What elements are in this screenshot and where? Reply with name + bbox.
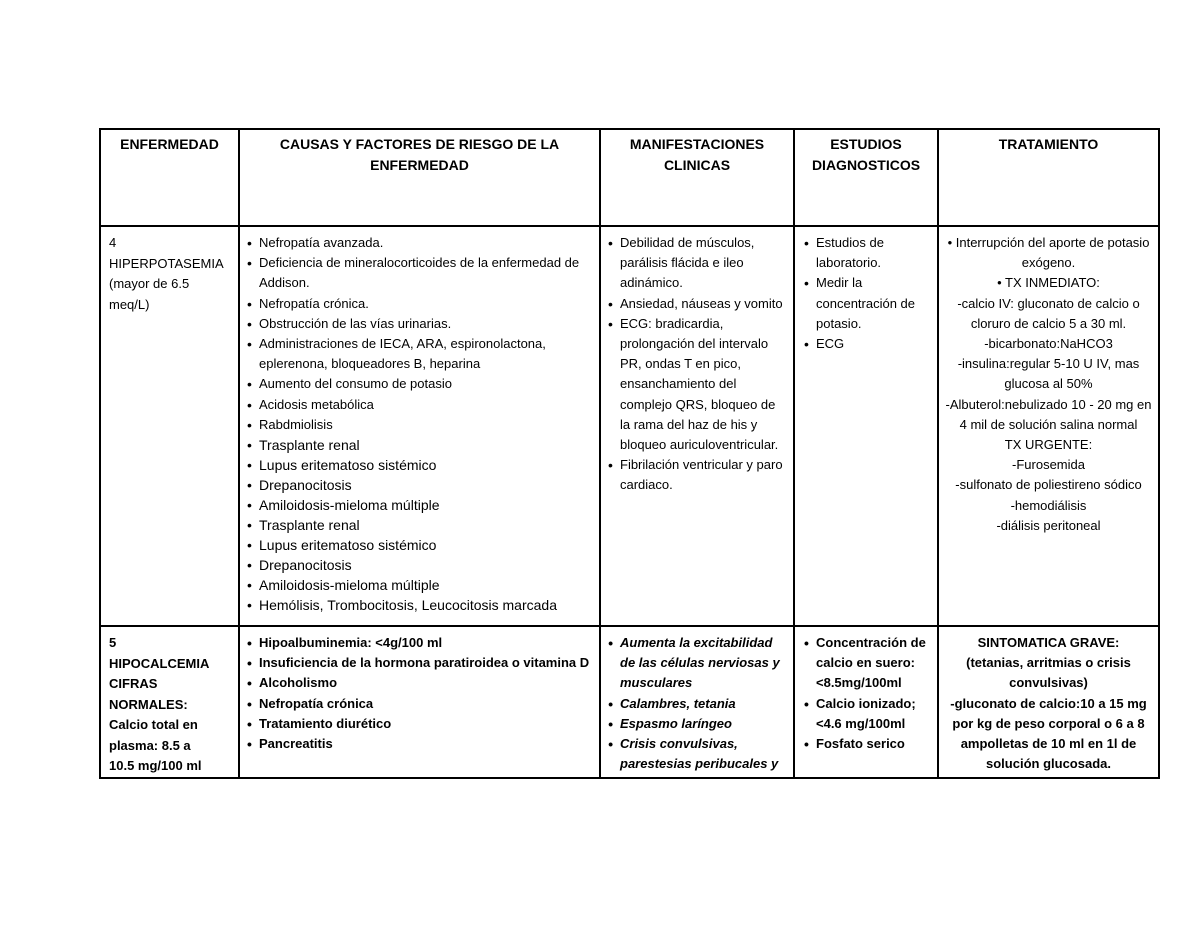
list-item: • Pancreatitis (246, 734, 595, 754)
treatment-text: SINTOMATICA GRAVE: (tetanias, arritmias o crisis convulsivas) -gluconato de calcio:10 a 15 mg por kg de peso corporal o 6 a 8 ampolletas de 10 ml en 1l de solución glucosada. (950, 635, 1147, 772)
disease-cell (100, 226, 239, 626)
list-item: • Trasplante renal (246, 435, 595, 455)
list-item: • Amiloidosis-mieloma múltiple (246, 495, 595, 515)
list-item: • Drepanocitosis (246, 555, 595, 575)
list-item: • Obstrucción de las vías urinarias. (246, 314, 595, 334)
list-item: • Fosfato serico (803, 734, 933, 754)
list-item: • Amiloidosis-mieloma múltiple (246, 575, 595, 595)
list-item: • ECG (803, 334, 933, 354)
list-item: • Lupus eritematoso sistémico (246, 455, 595, 475)
disease-name: 5 HIPOCALCEMIA CIFRAS NORMALES: Calcio total en plasma: 8.5 a 10.5 mg/100 ml (109, 635, 210, 773)
list-item: • Administraciones de IECA, ARA, espironolactona, eplerenona, bloqueadores B, heparina (246, 334, 595, 374)
disease-cell (100, 626, 239, 778)
list-item: • Estudios de laboratorio. (803, 233, 933, 273)
list-item: • Crisis convulsivas, parestesias peribucales y (607, 734, 789, 774)
list-item: • Trasplante renal (246, 515, 595, 535)
list-item: • Fibrilación ventricular y paro cardiaco. (607, 455, 789, 495)
list-item: • Insuficiencia de la hormona paratiroidea o vitamina D (246, 653, 595, 673)
list-item: • Hipoalbuminemia: <4g/100 ml (246, 633, 595, 653)
causes-cell (239, 226, 600, 626)
list-item: • Tratamiento diurético (246, 714, 595, 734)
list-item: • Aumento del consumo de potasio (246, 374, 595, 394)
header-cell-causas: CAUSAS Y FACTORES DE RIESGO DE LA ENFERMEDAD (239, 129, 600, 226)
list-item: • Ansiedad, náuseas y vomito (607, 294, 789, 314)
studies-list (795, 227, 937, 354)
list-item: • Medir la concentración de potasio. (803, 273, 933, 334)
header-cell-tratamiento: TRATAMIENTO (938, 129, 1159, 226)
table-row (100, 626, 1159, 778)
treatment-cell (938, 626, 1159, 778)
list-item: • Drepanocitosis (246, 475, 595, 495)
list-item: • Deficiencia de mineralocorticoides de la enfermedad de Addison. (246, 253, 595, 293)
list-item: • ECG: bradicardia, prolongación del intervalo PR, ondas T en pico, ensanchamiento del complejo QRS, bloqueo de la rama del haz de his y bloqueo auriculoventricular. (607, 314, 789, 455)
disease-name: 4 HIPERPOTASEMIA (mayor de 6.5 meq/L) (109, 235, 224, 312)
list-item: • Nefropatía crónica. (246, 294, 595, 314)
studies-list (795, 627, 937, 754)
header-cell-estudios: ESTUDIOS DIAGNOSTICOS (794, 129, 938, 226)
header-row (100, 129, 1159, 226)
list-item: • Nefropatía avanzada. (246, 233, 595, 253)
table-row (100, 226, 1159, 626)
list-item: • Rabdmiolisis (246, 415, 595, 435)
manifestations-cell (600, 226, 794, 626)
list-item: • Lupus eritematoso sistémico (246, 535, 595, 555)
causes-cell (239, 626, 600, 778)
list-item: • Concentración de calcio en suero: <8.5mg/100ml (803, 633, 933, 694)
header-cell-enfermedad: ENFERMEDAD (100, 129, 239, 226)
causes-extra-list (240, 435, 599, 615)
causes-list (240, 227, 599, 435)
list-item: • Acidosis metabólica (246, 395, 595, 415)
list-item: • Debilidad de músculos, parálisis flácida e ileo adinámico. (607, 233, 789, 294)
manifestations-list (601, 627, 793, 774)
disease-table (99, 128, 1160, 779)
list-item: • Alcoholismo (246, 673, 595, 693)
treatment-cell (938, 226, 1159, 626)
treatment-text: • Interrupción del aporte de potasio exógeno. • TX INMEDIATO: -calcio IV: gluconato de calcio o cloruro de calcio 5 a 30 ml. -bicarbonato:NaHCO3 -insulina:regular 5-10 U IV, mas glucosa al 50% -Albuterol:nebulizado 10 - 20 mg en 4 mil de solución salina normal TX URGENTE: -Furosemida -sulfonato de poliestireno sódico -hemodiálisis -diálisis peritoneal (939, 227, 1158, 536)
list-item: • Hemólisis, Trombocitosis, Leucocitosis marcada (246, 595, 595, 615)
causes-list (240, 627, 599, 754)
manifestations-cell (600, 626, 794, 778)
list-item: • Nefropatía crónica (246, 694, 595, 714)
list-item: • Calambres, tetania (607, 694, 789, 714)
list-item: • Espasmo laríngeo (607, 714, 789, 734)
studies-cell (794, 226, 938, 626)
list-item: • Aumenta la excitabilidad de las células nerviosas y musculares (607, 633, 789, 694)
manifestations-list (601, 227, 793, 496)
list-item: • Calcio ionizado; <4.6 mg/100ml (803, 694, 933, 734)
header-cell-manifestaciones: MANIFESTACIONES CLINICAS (600, 129, 794, 226)
studies-cell (794, 626, 938, 778)
